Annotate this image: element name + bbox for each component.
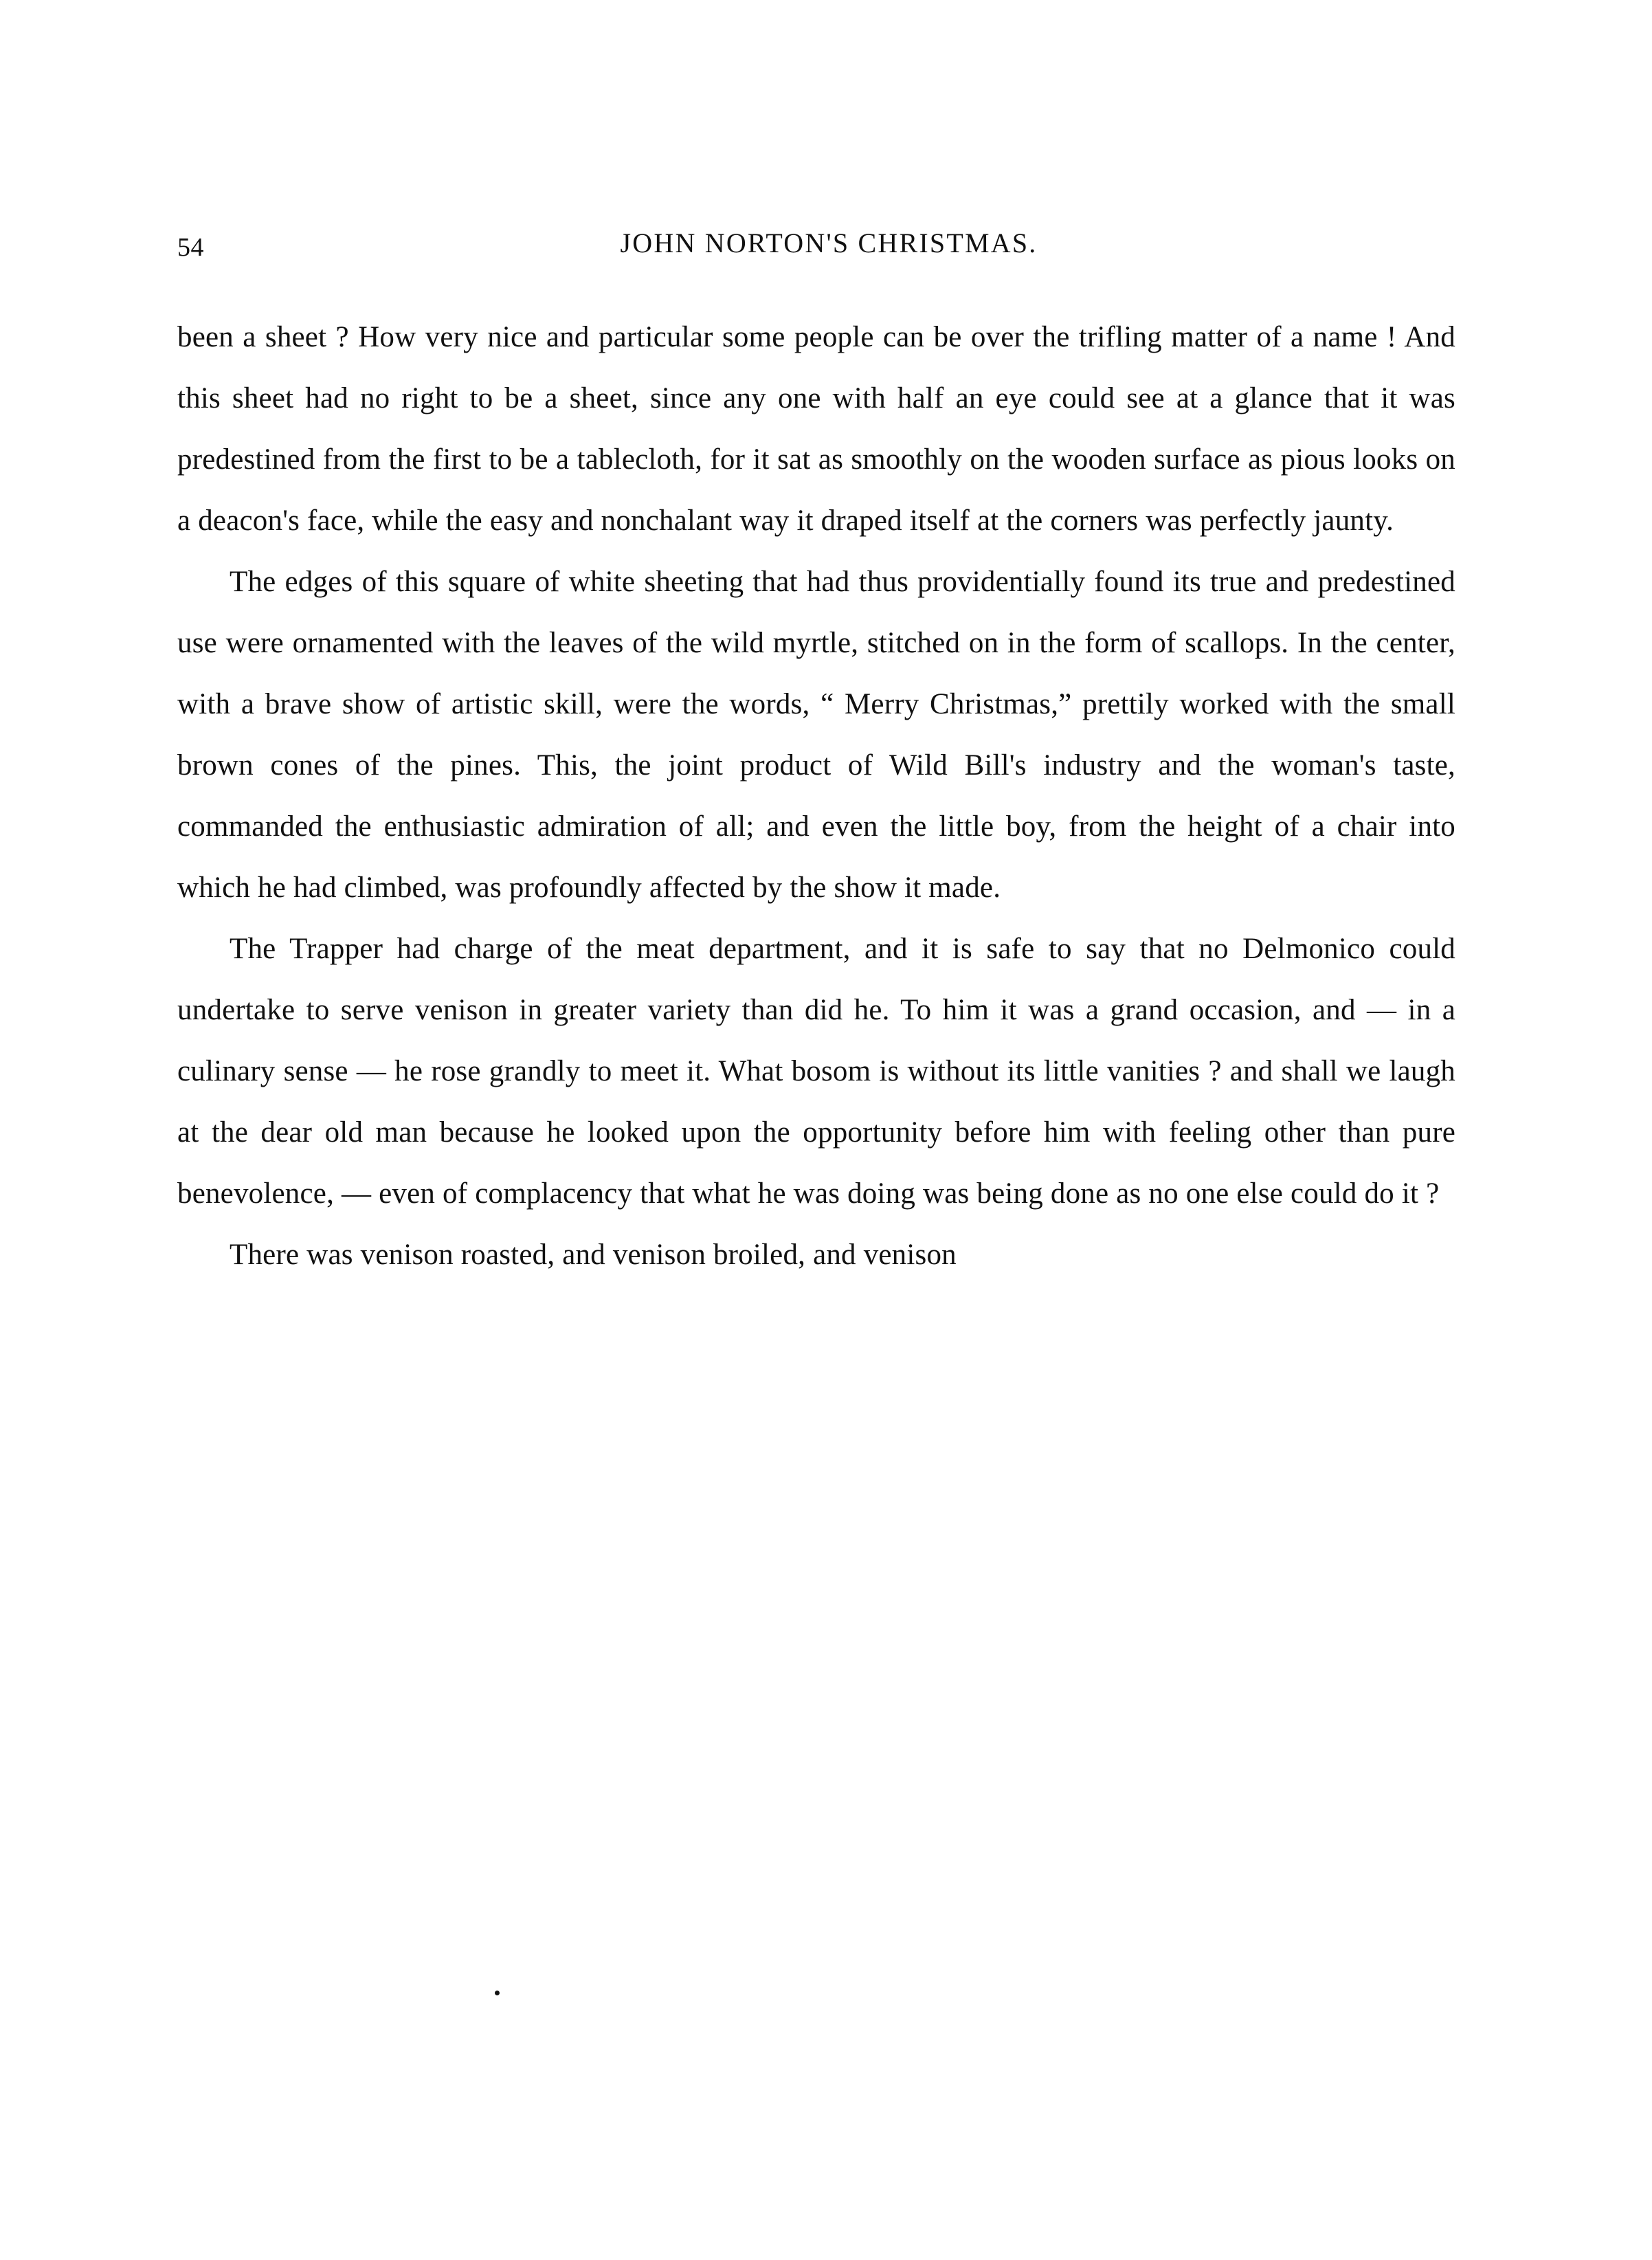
- paragraph: The edges of this square of white sheeting that had thus providentially found its true and predestined use were ornamented with the leaves of the wild myrtle, stitched on in the form of scallops. In the center, with a brave show of artistic skill, were the words, “ Merry Christmas,” prettily worked with the small brown cones of the pines. This, the joint product of Wild Bill's industry and the woman's taste, commanded the enthusiastic admiration of all; and even the little boy, from the height of a chair into which he had climbed, was profoundly affected by the show it made.: [177, 566, 1455, 904]
- page-text-block: [177, 227, 1455, 1285]
- running-head: JOHN NORTON'S CHRISTMAS.: [620, 228, 1038, 258]
- page-header: [177, 227, 1455, 275]
- paragraph: There was venison roasted, and venison broiled, and venison: [230, 1239, 957, 1271]
- page-number: 54: [177, 233, 204, 262]
- paragraph: been a sheet ? How very nice and particular some people can be over the trifling matter of a name ! And this sheet had no right to be a sheet, since any one with half an eye could see at a glance that it was predestined from the first to be a tablecloth, for it sat as smoothly on the wooden surface as pious looks on a deacon's face, while the easy and nonchalant way it draped itself at the corners was perfectly jaunty.: [177, 321, 1455, 537]
- paragraph: The Trapper had charge of the meat department, and it is safe to say that no Delmonico could undertake to serve venison in greater variety than did he. To him it was a grand occasion, and — in a culinary sense — he rose grandly to meet it. What bosom is without its little vanities ? and shall we laugh at the dear old man because he looked upon the opportunity before him with feeling other than pure benevolence, — even of complacency that what he was doing was being done as no one else could do it ?: [177, 933, 1455, 1210]
- page-mark: [495, 1991, 500, 1995]
